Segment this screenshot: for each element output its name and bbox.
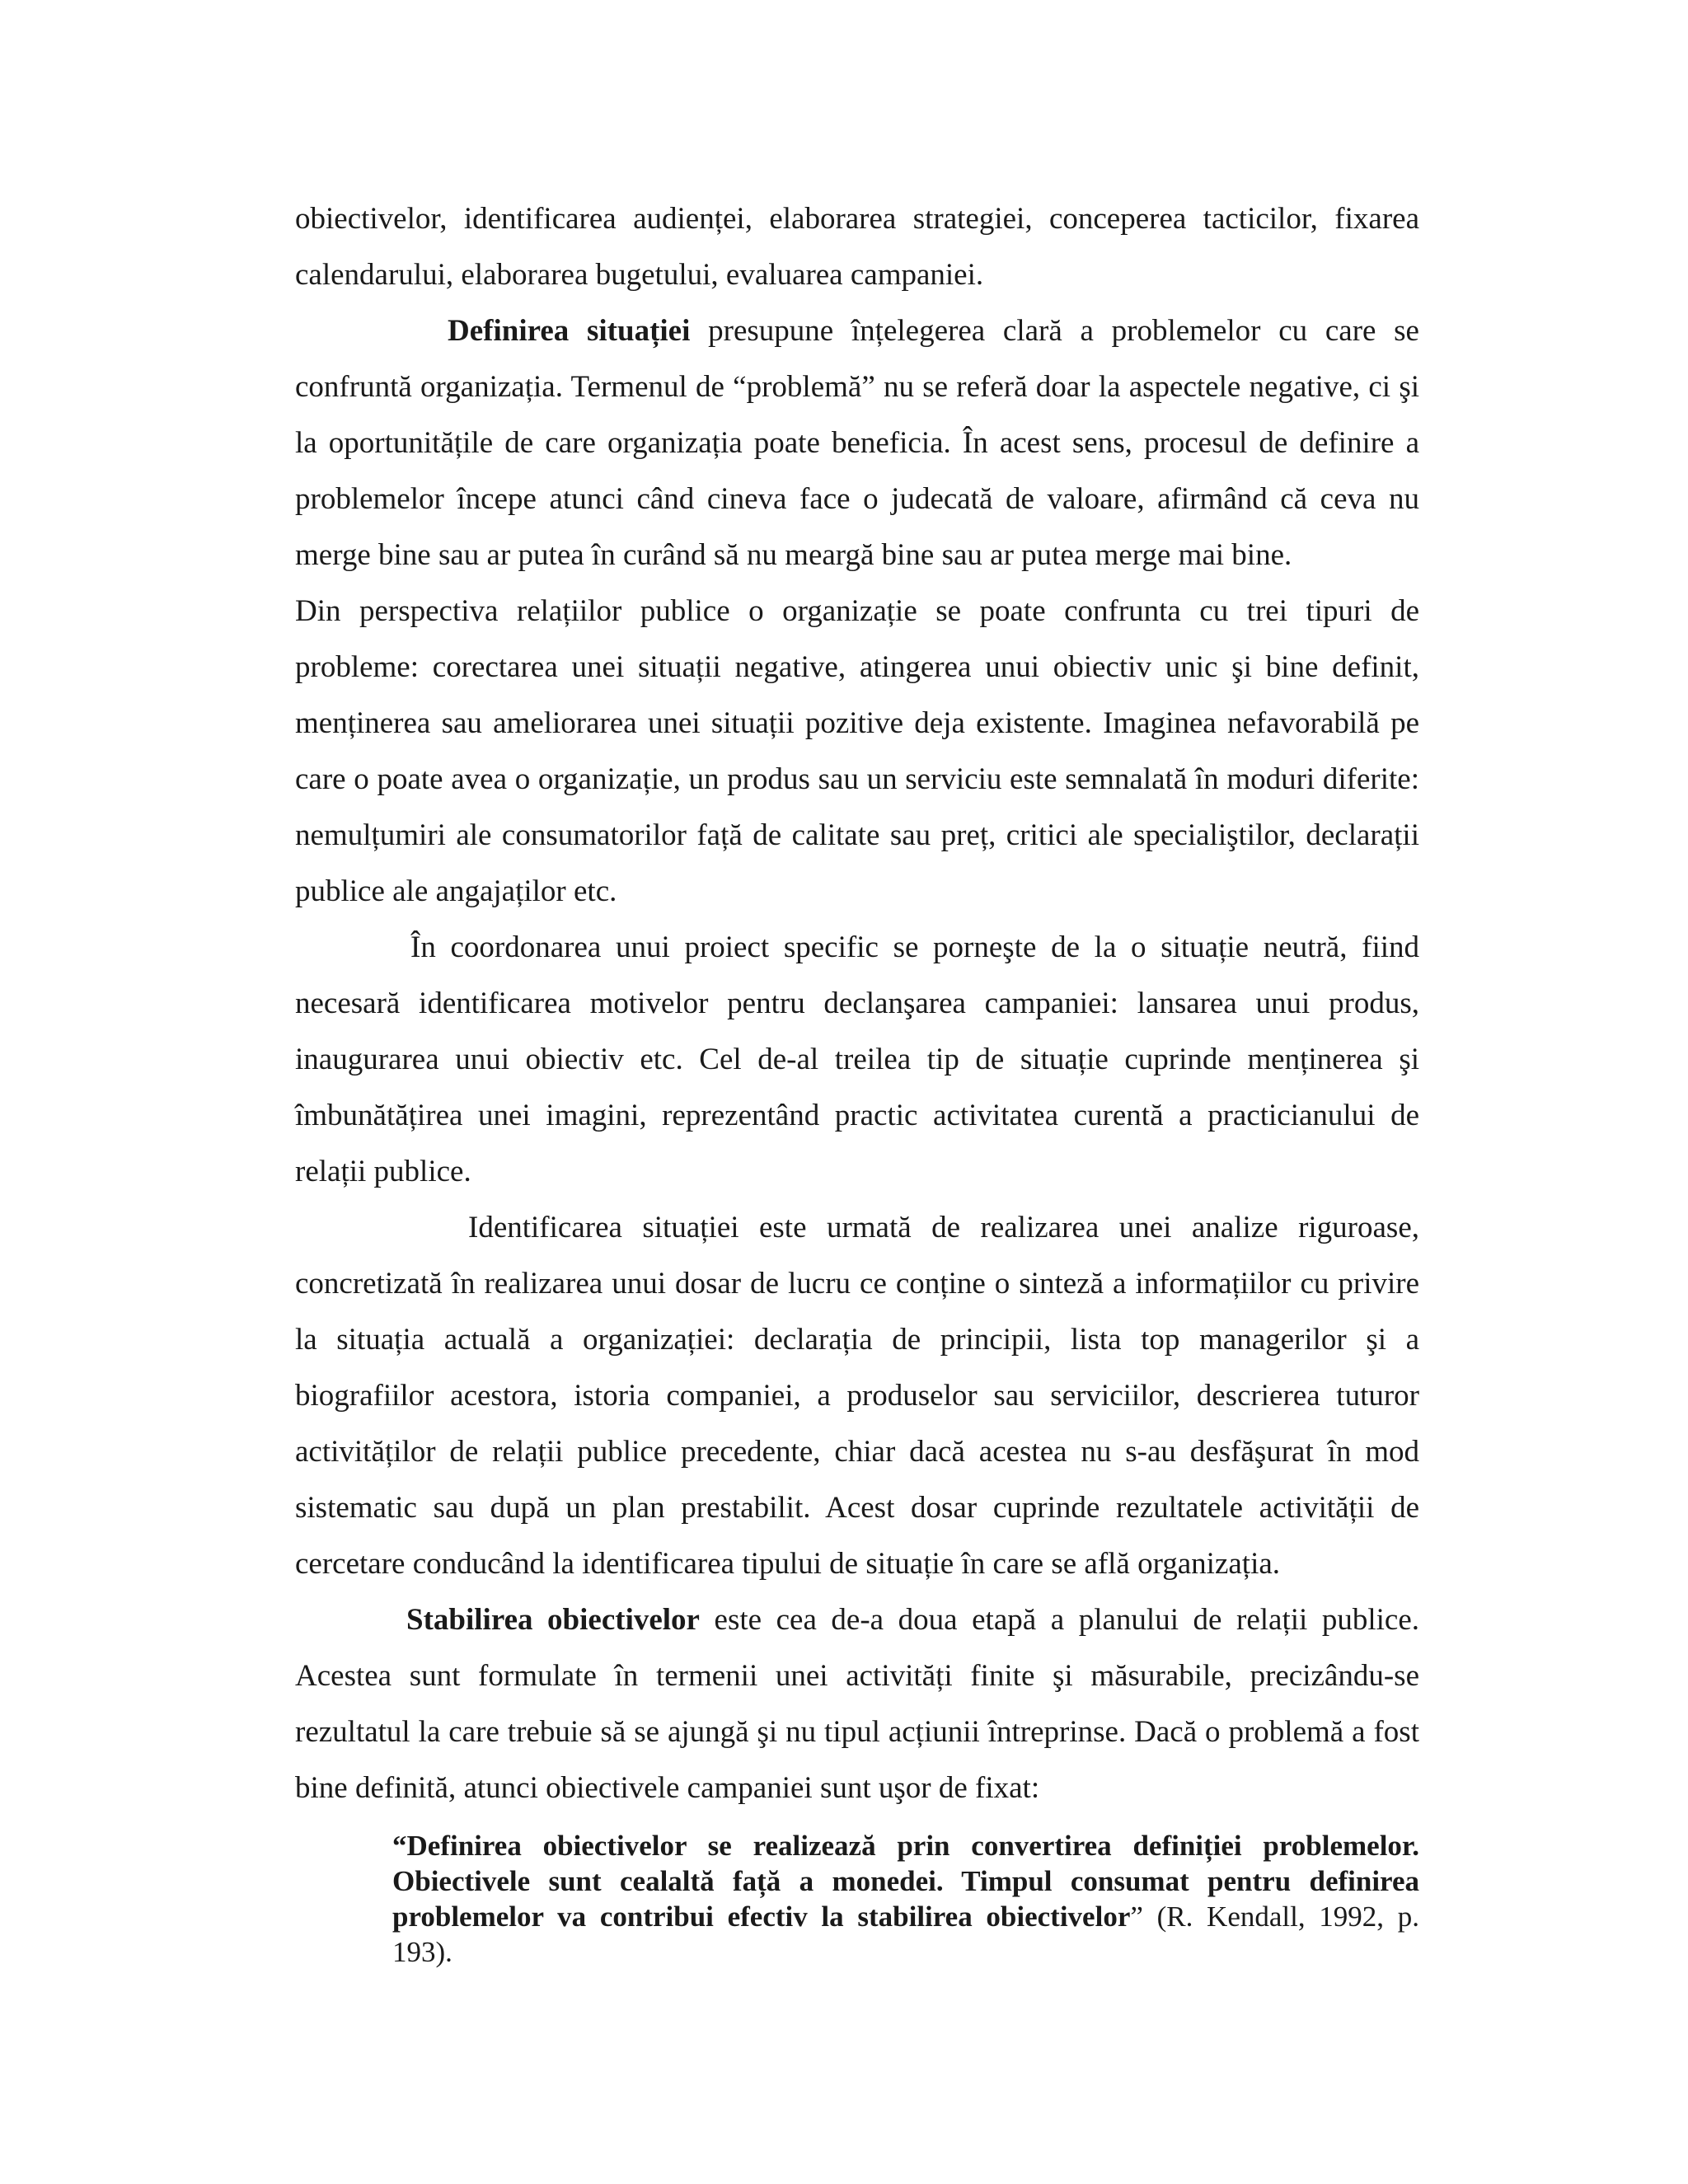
paragraph-neutral-situation: În coordonarea unui proiect specific se porneşte de la o situație neutră, fiind necesară identificarea motivelor pentru declanşarea campaniei: lansarea unui produs, inaugurarea unui obiectiv etc. Cel de-al treilea tip de situație cuprinde menținerea şi îmbunătățirea unei imagini, reprezentând practic activitatea curentă a practicianului de relații publice. xyxy=(295,930,1419,1188)
quote-text: “Definirea obiectivelor se realizează prin convertirea definiției problemelor. Obiectivele sunt cealaltă față a monedei. Timpul consumat pentru definirea problemelor va contribui efectiv la stabilirea obiectivelor xyxy=(392,1830,1419,1933)
paragraph-objectives-setting-text: este cea de-a doua etapă a planului de relații publice. Acestea sunt formulate în termenii unei activități finite şi măsurabile, precizându-se rezultatul la care trebuie să se ajungă şi nu tipul acțiunii întreprinse. Dacă o problemă a fost bine definită, atunci obiectivele campaniei sunt uşor de fixat: xyxy=(295,1603,1419,1805)
quote-citation: ” (R. Kendall, 1992, p. 193). xyxy=(392,1900,1420,1968)
paragraph-stages-list: obiectivelor, identificarea audienței, elaborarea strategiei, conceperea tacticilor, fixarea calendarului, elaborarea bugetului, evaluarea campaniei. xyxy=(295,202,1419,292)
paragraph-situation-definition xyxy=(295,303,1419,583)
paragraph-objectives-setting xyxy=(295,1592,1419,1816)
block-quote-kendall xyxy=(392,1828,1419,1970)
paragraph-analysis-dossier: Identificarea situației este urmată de realizarea unei analize riguroase, concretizată în realizarea unui dosar de lucru ce conține o sinteză a informațiilor cu privire la situația actuală a organizației: declarația de principii, lista top managerilor şi a biografiilor acestora, istoria companiei, a produselor sau serviciilor, descrierea tuturor activităților de relații publice precedente, chiar dacă acestea nu s-au desfăşurat în mod sistematic sau după un plan prestabilit. Acest dosar cuprinde rezultatele activității de cercetare conducând la identificarea tipului de situație în care se află organizația. xyxy=(295,1211,1419,1581)
document-page xyxy=(295,191,1419,1970)
term-objectives-setting: Stabilirea obiectivelor xyxy=(406,1603,700,1637)
paragraph-situation-definition-text: presupune înțelegerea clară a problemelor cu care se confruntă organizația. Termenul de “problemă” nu se referă doar la aspectele negative, ci şi la oportunitățile de care organizația poate beneficia. În acest sens, procesul de definire a problemelor începe atunci când cineva face o judecată de valoare, afirmând că ceva nu merge bine sau ar putea în curând să nu meargă bine sau ar putea merge mai bine. xyxy=(295,314,1419,572)
paragraph-problem-types: Din perspectiva relațiilor publice o organizație se poate confrunta cu trei tipuri de probleme: corectarea unei situații negative, atingerea unui obiectiv unic şi bine definit, menținerea sau ameliorarea unei situații pozitive deja existente. Imaginea nefavorabilă pe care o poate avea o organizație, un produs sau un serviciu este semnalată în moduri diferite: nemulțumiri ale consumatorilor față de calitate sau preț, critici ale specialiştilor, declarații publice ale angajaților etc. xyxy=(295,594,1419,908)
term-situation-definition: Definirea situației xyxy=(448,314,691,348)
